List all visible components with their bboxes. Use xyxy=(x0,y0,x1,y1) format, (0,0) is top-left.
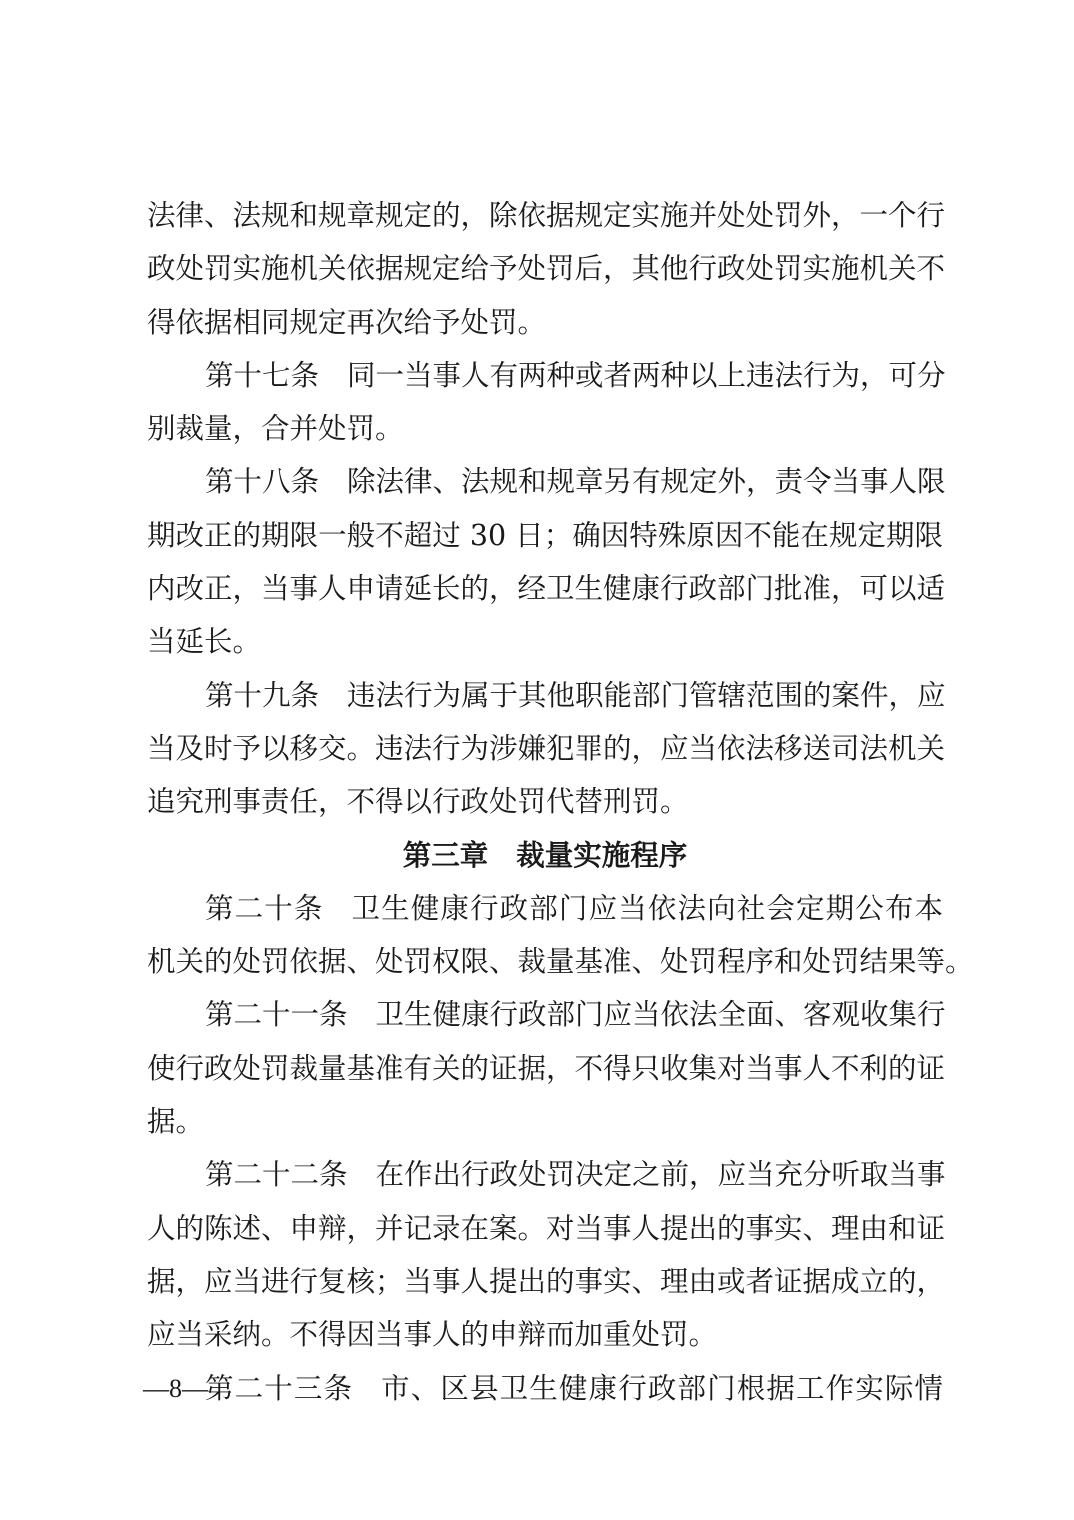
text-line: 政处罚实施机关依据规定给予处罚后，其他行政处罚实施机关不 xyxy=(147,252,946,286)
chapter-title: 裁量实施程序 xyxy=(516,838,688,872)
text-line: 据。 xyxy=(147,1105,205,1139)
article-number: 第二十一条 xyxy=(205,998,348,1032)
article-text: 同一当事人有两种或者两种以上违法行为，可分 xyxy=(347,358,946,392)
text-line: 别裁量，合并处罚。 xyxy=(147,412,404,446)
text-line: 机关的处罚依据、处罚权限、裁量基准、处罚程序和处罚结果等。 xyxy=(147,945,974,979)
article-18-line xyxy=(147,455,946,508)
article-text: 卫生健康行政部门应当依法向社会定期公布本 xyxy=(351,891,943,925)
article-21-line xyxy=(147,988,946,1041)
article-number: 第二十二条 xyxy=(205,1158,348,1192)
chapter-number: 第三章 xyxy=(402,838,489,872)
article-text: 在作出行政处罚决定之前，应当充分听取当事 xyxy=(375,1158,946,1192)
text-line: 当延长。 xyxy=(147,625,262,659)
article-17-line xyxy=(147,349,946,402)
article-number: 第二十三条 xyxy=(205,1371,354,1405)
text-line: 法律、法规和规章规定的，除依据规定实施并处处罚外，一个行 xyxy=(147,199,946,232)
page-number: —8— xyxy=(143,1374,208,1403)
text-line: 得依据相同规定再次给予处罚。 xyxy=(147,305,547,339)
article-text: 违法行为属于其他职能部门管辖范围的案件，应 xyxy=(347,678,946,712)
text-line: 内改正，当事人申请延长的，经卫生健康行政部门批准，可以适 xyxy=(147,572,946,606)
text-line: 期改正的期限一般不超过 30 日；确因特殊原因不能在规定期限 xyxy=(147,518,943,552)
chapter-heading xyxy=(147,829,943,882)
article-22-line xyxy=(147,1148,946,1201)
article-number: 第十九条 xyxy=(205,678,320,712)
article-text: 除法律、法规和规章另有规定外，责令当事人限 xyxy=(347,465,946,499)
article-text: 卫生健康行政部门应当依法全面、客观收集行 xyxy=(375,998,946,1032)
text-line: 据，应当进行复核；当事人提出的事实、理由或者证据成立的， xyxy=(147,1264,946,1298)
text-line: 当及时予以移交。违法行为涉嫌犯罪的，应当依法移送司法机关 xyxy=(147,731,946,765)
article-number: 第十七条 xyxy=(205,358,320,392)
document-body xyxy=(147,189,974,1415)
article-text: 市、区县卫生健康行政部门根据工作实际情 xyxy=(381,1371,943,1405)
article-number: 第十八条 xyxy=(205,465,320,499)
article-number: 第二十条 xyxy=(205,891,324,925)
text-line: 应当采纳。不得因当事人的申辩而加重处罚。 xyxy=(147,1318,718,1352)
text-line: 人的陈述、申辩，并记录在案。对当事人提出的事实、理由和证 xyxy=(147,1211,946,1245)
article-19-line xyxy=(147,669,946,722)
article-23-line xyxy=(147,1362,943,1415)
text-line: 使行政处罚裁量基准有关的证据，不得只收集对当事人不利的证 xyxy=(147,1051,946,1085)
text-line: 追究刑事责任，不得以行政处罚代替刑罚。 xyxy=(147,785,689,819)
article-20-line xyxy=(147,882,943,935)
